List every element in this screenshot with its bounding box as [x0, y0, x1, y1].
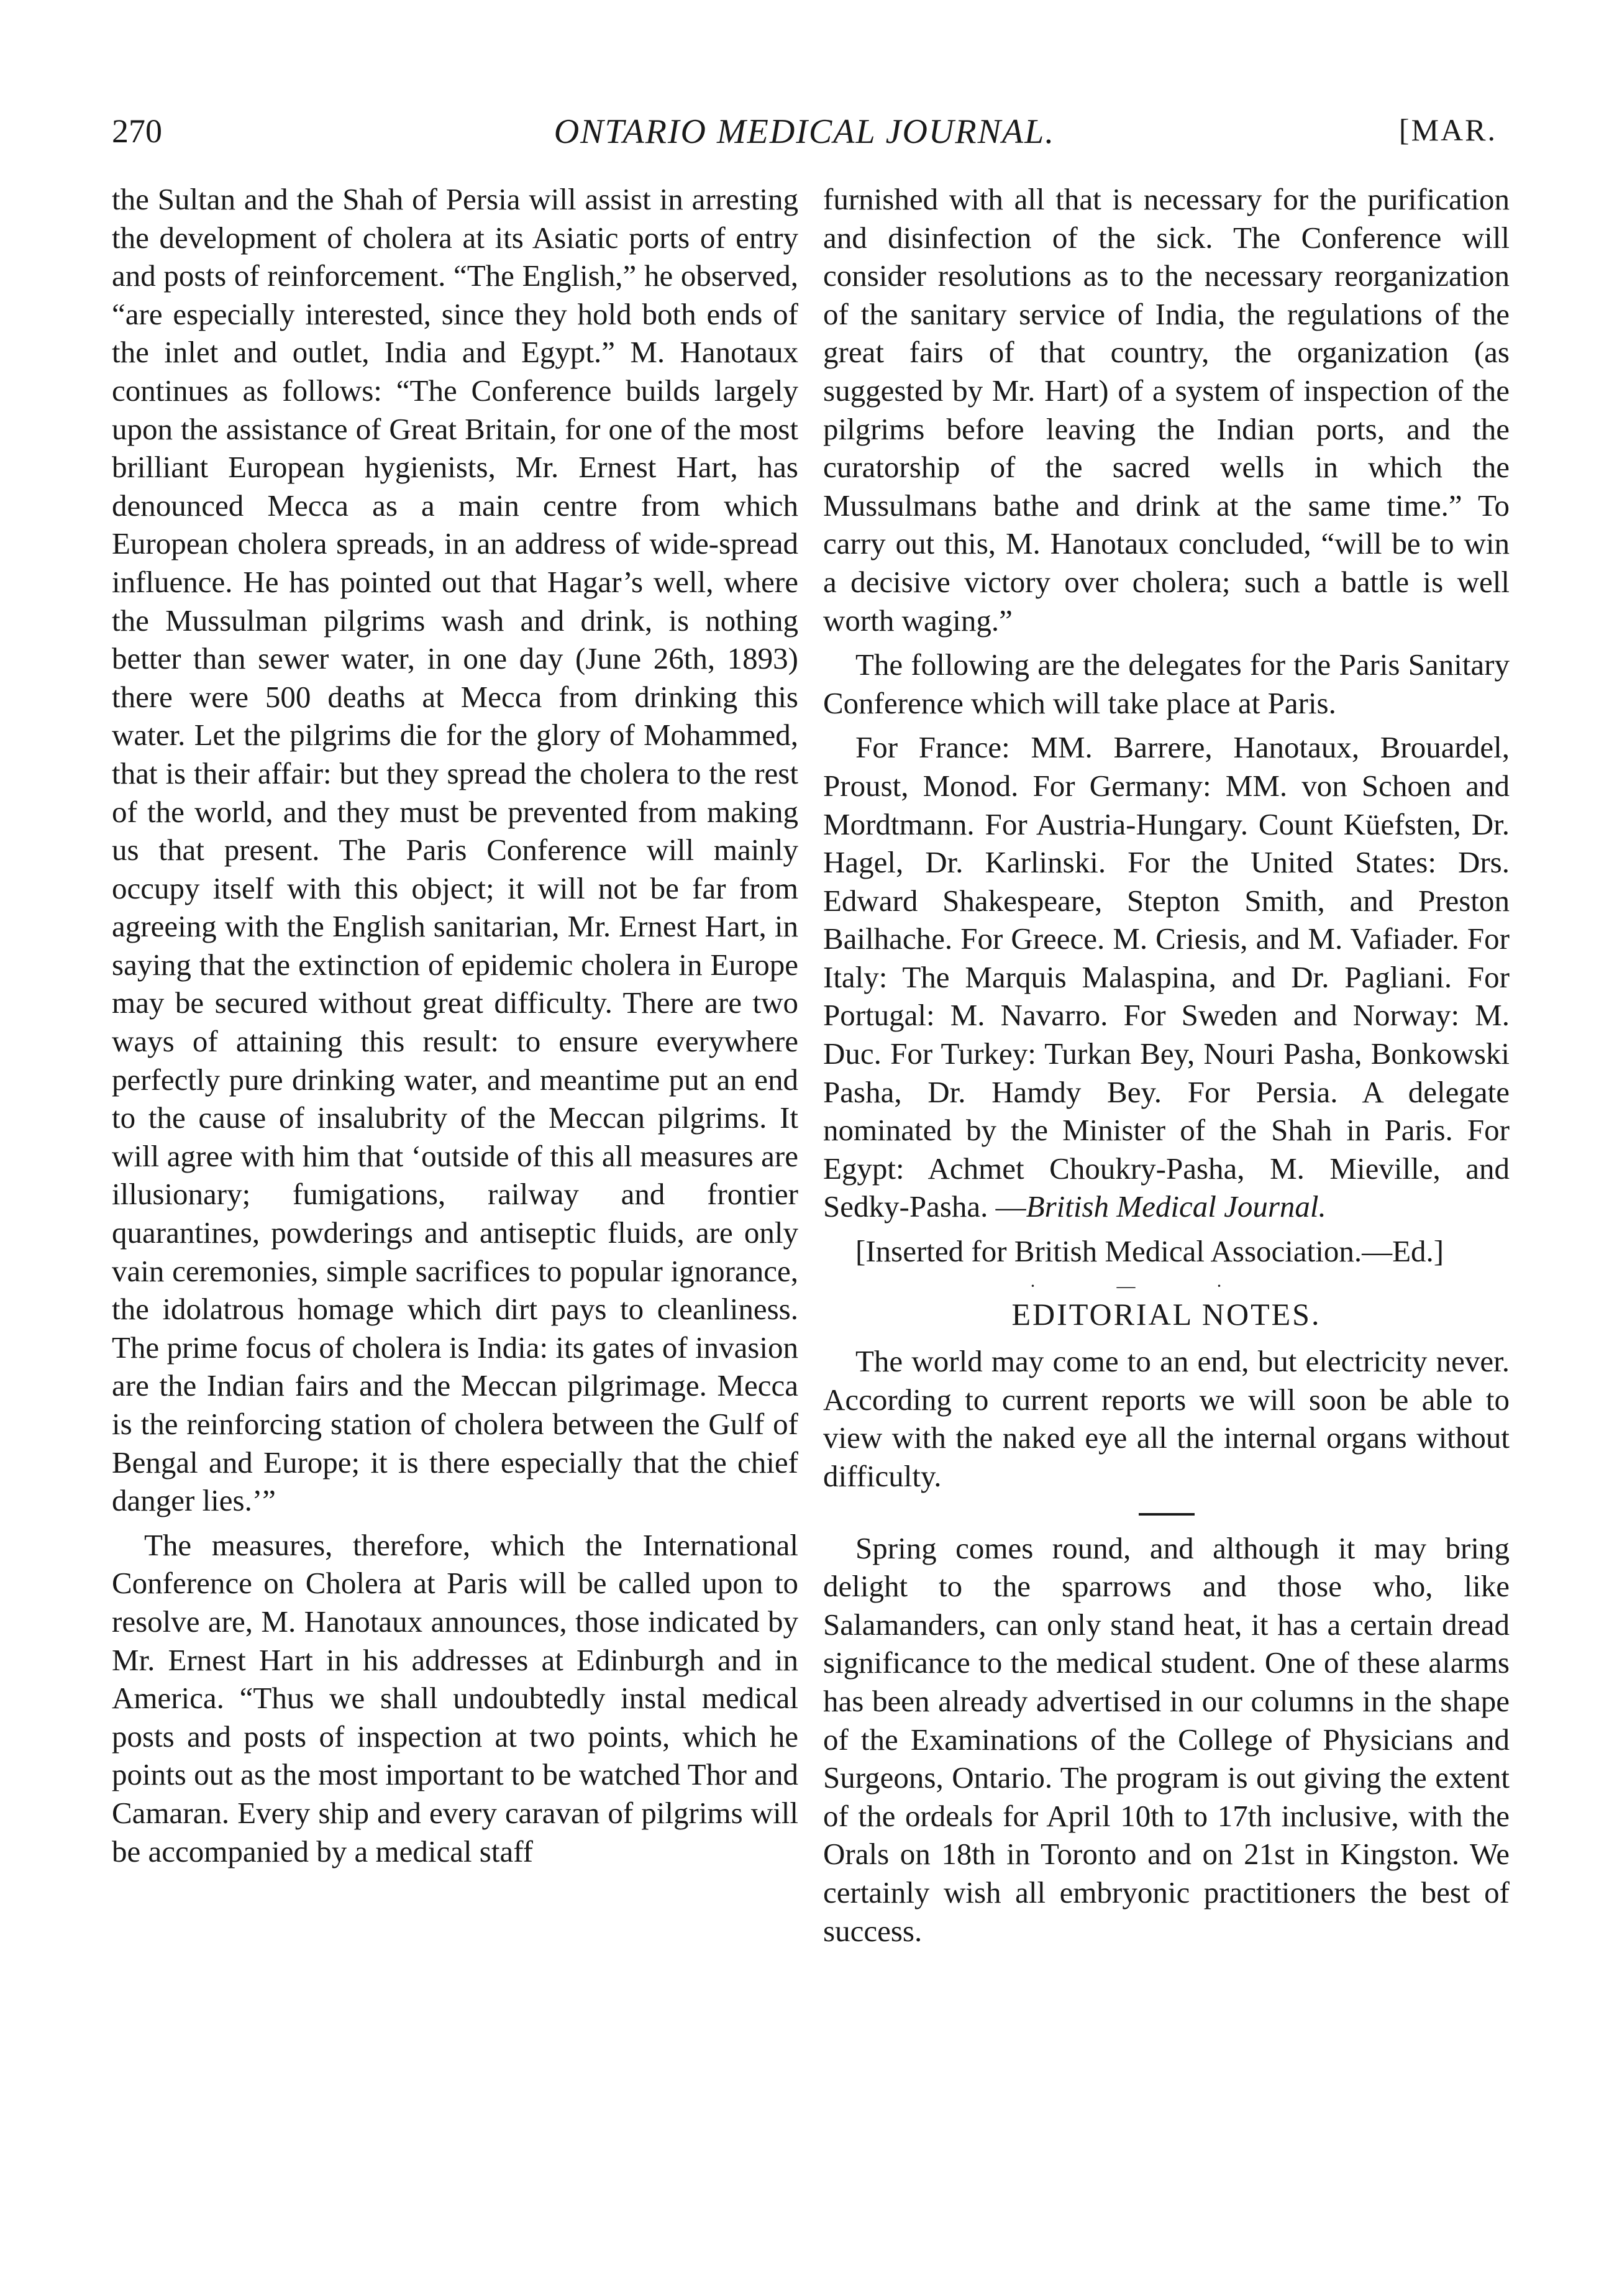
- left-paragraph-2: The measures, therefore, which the International Conference on Cholera at Paris will be called upon to resolve are, M. Hanotaux announces, those indicated by Mr. Ernest Hart in his addresses at Edinburgh and in America. “Thus we shall undoubtedly instal medical posts and posts of inspection at two points, which he points out as the most important to be watched Thor and Camaran. Every ship and every caravan of pilgrims will be accompanied by a medical staff: [112, 1527, 798, 1868]
- issue-month: [MAR.: [1398, 112, 1497, 147]
- section-heading: EDITORIAL NOTES.: [1011, 1296, 1321, 1332]
- delegates-list: [823, 728, 1510, 1226]
- delegates-intro: The following are the delegates for the Paris Sanitary Conference which will take place at Paris.: [823, 647, 1510, 720]
- delegates-text: For France: MM. Barrere, Hanotaux, Brouardel, Proust, Monod. For Germany: MM. von Schoen and Mordtmann. For Austria-Hungary. Count Küefsten, Dr. Hagel, Dr. Karlinski. For the United States: Drs. Edward Shakespeare, Stepton Smith, and Preston Bailhache. For Greece. M. Criesis, and M. Vafiader. For Italy: The Marquis Malaspina, and Dr. Pagliani. For Portugal: M. Navarro. For Sweden and Norway: M. Duc. For Turkey: Turkan Bey, Nouri Pasha, Bonkowski Pasha, Dr. Hamdy Bey. For Persia. A delegate nominated by the Minister of the Shah in Paris. For Egypt: Achmet Choukry-Pasha, M. Mieville, and Sedky-Pasha. —: [823, 730, 1510, 1224]
- editorial-paragraph-2: Spring comes round, and although it may bring delight to the sparrows and those who, like Salamanders, can only stand heat, it has a certain dread significance to the medical student. One of these alarms has been already advertised in our columns in the shape of the Examinations of the College of Physicians and Surgeons, Ontario. The program is out giving the extent of the ordeals for April 10th to 17th inclusive, with the Orals on 18th in Toronto and on 21st in Kingston. We certainly wish all embryonic practitioners the best of success.: [823, 1530, 1510, 1948]
- editor-note: [Inserted for British Medical Association.—Ed.]: [855, 1234, 1444, 1269]
- right-column: [823, 180, 1510, 1956]
- running-header: [112, 112, 1497, 168]
- section-divider: ·—·: [1029, 1275, 1303, 1296]
- right-paragraph-1: furnished with all that is necessary for the purification and disinfection of the sick. The Conference will consider resolutions as to the necessary reorganization of the sanitary service of India, the regulations of the great fairs of that country, the organization (as suggested by Mr. Hart) of a system of inspection of the pilgrims before leaving the Indian ports, and the curatorship of the sacred wells in which the Mussulmans bathe and drink at the same time.” To carry out this, M. Hanotaux concluded, “will be to win a decisive victory over cholera; such a battle is well worth waging.”: [823, 182, 1510, 638]
- left-paragraph-1: the Sultan and the Shah of Persia will assist in arresting the development of cholera at its Asiatic ports of entry and posts of reinforcement. “The English,” he observed, “are especially interested, since they hold both ends of the inlet and outlet, India and Egypt.” M. Hanotaux continues as follows: “The Conference builds largely upon the assistance of Great Britain, for one of the most brilliant European hygienists, Mr. Ernest Hart, has denounced Mecca as a main centre from which European cholera spreads, in an address of wide-spread influence. He has pointed out that Hagar’s well, where the Mussulman pilgrims wash and drink, is nothing better than sewer water, in one day (June 26th, 1893) there were 500 deaths at Mecca from drinking this water. Let the pilgrims die for the glory of Mohammed, that is their affair: but they spread the cholera to the rest of the world, and they must be prevented from making us that present. The Paris Conference will mainly occupy itself with this object; it will not be far from agreeing with the English sanitarian, Mr. Ernest Hart, in saying that the extinction of epidemic cholera in Europe may be secured without great difficulty. There are two ways of attaining this result: to ensure everywhere perfectly pure drinking water, and meantime put an end to the cause of insalubrity of the Meccan pilgrims. It will agree with him that ‘outside of this all measures are illusionary; fumigations, railway and frontier quarantines, powderings and antiseptic fluids, are only vain ceremonies, simple sacrifices to popular ignorance, the idolatrous homage which dirt pays to cleanliness. The prime focus of cholera is India: its gates of invasion are the Indian fairs and the Meccan pilgrimage. Mecca is the reinforcing station of cholera between the Gulf of Bengal and Europe; it is there especially that the chief danger lies.’”: [112, 182, 798, 1518]
- source-citation: British Medical Journal.: [1026, 1189, 1326, 1224]
- left-column: [112, 180, 798, 1877]
- journal-title: ONTARIO MEDICAL JOURNAL.: [554, 112, 1055, 151]
- page-number: 270: [112, 112, 162, 150]
- editorial-paragraph-1: The world may come to an end, but electricity never. According to current reports we will soon be able to view with the naked eye all the internal organs without difficulty.: [823, 1344, 1510, 1493]
- paragraph-rule: [1139, 1513, 1195, 1516]
